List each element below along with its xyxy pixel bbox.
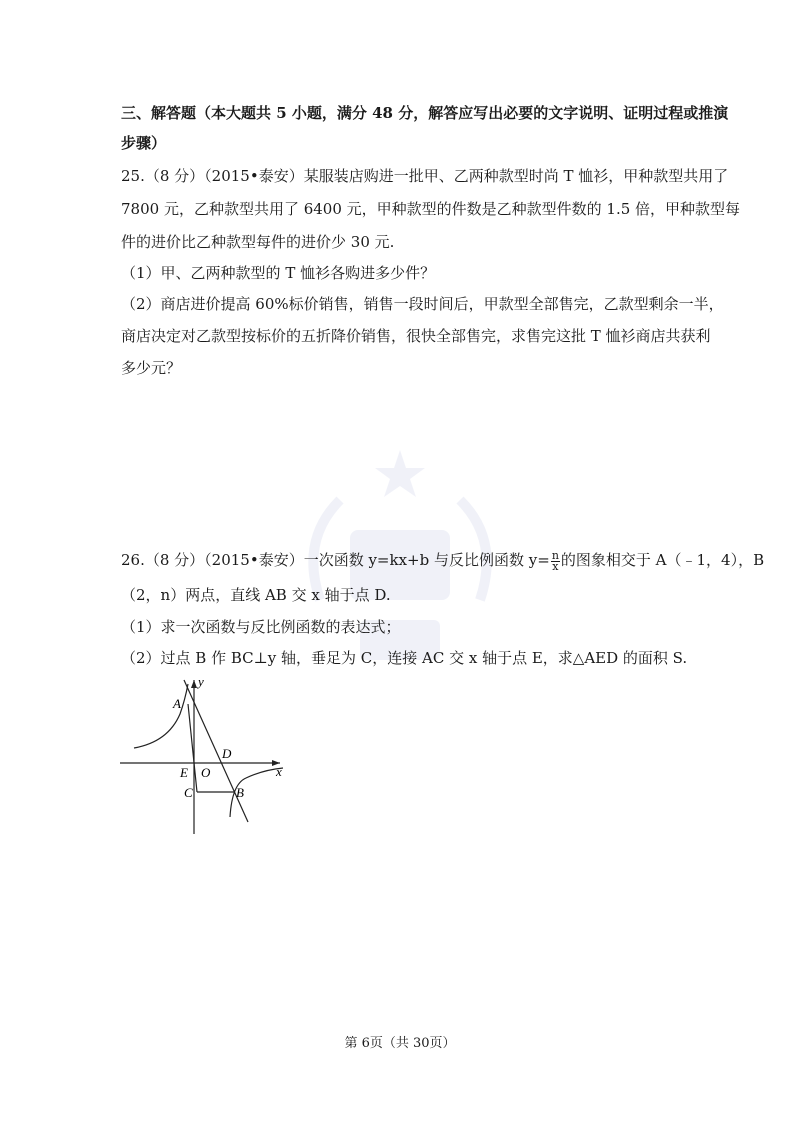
label-d: D	[222, 746, 232, 761]
function-graph-figure	[118, 672, 293, 837]
q25-part2-line2: 商店决定对乙款型按标价的五折降价销售，很快全部售完，求售完这批 T 恤衫商店共获利	[121, 327, 711, 345]
q26-part2: （2）过点 B 作 BC⊥y 轴，垂足为 C，连接 AC 交 x 轴于点 E，求△AED 的面积 S.	[121, 649, 688, 667]
line-ac	[188, 704, 197, 792]
q25-stem-line3: 件的进价比乙种款型每件的进价少 30 元.	[121, 233, 395, 251]
q26-stem-line1	[121, 550, 764, 572]
label-y: y	[198, 674, 204, 689]
q25-part2-line1: （2）商店进价提高 60%标价销售，销售一段时间后，甲款型全部售完，乙款型剩余一半，	[121, 295, 724, 313]
q26-stem-line1-start: 26.（8 分）（2015•泰安）一次函数 y=kx+b 与反比例函数 y=	[121, 551, 550, 569]
y-axis-arrow	[191, 680, 197, 688]
label-o: O	[201, 765, 211, 780]
q26-stem-line2: （2，n）两点，直线 AB 交 x 轴于点 D.	[121, 586, 391, 604]
q26-part1: （1）求一次函数与反比例函数的表达式；	[121, 618, 401, 636]
label-c: C	[184, 785, 193, 800]
q25-stem-line1: 25.（8 分）（2015•泰安）某服装店购进一批甲、乙两种款型时尚 T 恤衫，甲种款型共用了	[121, 167, 729, 185]
q25-stem-line2: 7800 元，乙种款型共用了 6400 元，甲种款型的件数是乙种款型件数的 1.5 倍，甲种款型每	[121, 200, 741, 218]
page-footer: 第 6页（共 30页）	[344, 1036, 456, 1051]
label-e: E	[180, 765, 188, 780]
fraction-denominator: x	[552, 559, 559, 573]
fraction-n-over-x	[551, 548, 560, 573]
label-x: x	[276, 764, 282, 779]
label-a: A	[173, 696, 181, 711]
section-heading-line1: 三、解答题（本大题共 5 小题，满分 48 分，解答应写出必要的文字说明、证明过程或推演	[121, 104, 729, 122]
q25-part2-line3: 多少元？	[121, 359, 182, 377]
label-b: B	[236, 785, 244, 800]
section-heading-line2: 步骤）	[121, 134, 167, 152]
fraction-numerator: n	[551, 548, 559, 562]
q25-part1: （1）甲、乙两种款型的 T 恤衫各购进多少件？	[121, 264, 436, 282]
hyperbola-branch-left	[134, 684, 188, 748]
q26-stem-line1-end: 的图象相交于 A（﹣1，4），B	[560, 551, 765, 569]
